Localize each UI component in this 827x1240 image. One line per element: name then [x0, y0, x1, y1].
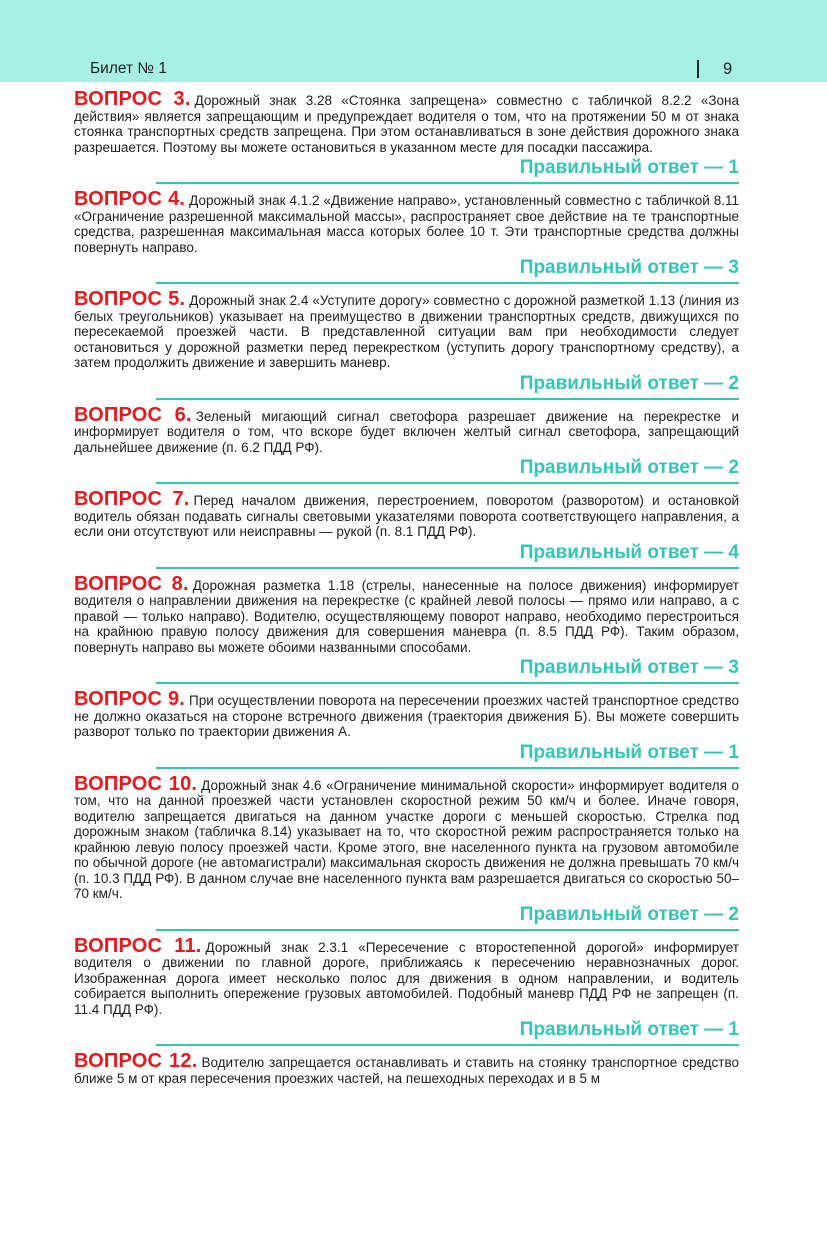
question-block: [74, 1050, 740, 1086]
question-text: Дорожный знак 2.3.1 «Пересечение с второстепенной дорогой» информирует водителя о движении по главной дороге, приближаясь к пересечению неравнозначных дорог. Изображенная дорога имеет несколько полос для движения в одном направлении, и водитель собирается выполнить опережение грузовых автомобилей. Подобный маневр ПДД РФ не запрещен (п. 11.4 ПДД РФ).: [74, 939, 739, 1017]
question-label: ВОПРОС 9.: [74, 688, 186, 710]
correct-answer: Правильный ответ — 2: [519, 372, 739, 394]
ticket-title: Билет № 1: [90, 60, 167, 77]
question-paragraph: [74, 934, 739, 1018]
question-label: ВОПРОС 11.: [74, 934, 202, 957]
question-paragraph: [74, 688, 739, 740]
question-text: При осуществлении поворота на пересечении проезжих частей транспортное средство не должно оказаться на стороне встречного движения (траектория движения Б). Вы можете совершить разворот только по траектории движения А.: [74, 693, 739, 739]
question-block: [74, 488, 739, 569]
questions-column: [74, 88, 740, 1086]
correct-answer: Правильный ответ — 1: [519, 741, 739, 763]
question-paragraph: [74, 488, 739, 540]
answer-underline: [156, 482, 739, 484]
question-block: [74, 88, 739, 184]
correct-answer: Правильный ответ — 1: [519, 1019, 739, 1040]
question-text: Дорожный знак 4.6 «Ограничение минимальной скорости» информирует водителя о том, что на данной проезжей части установлен скоростной режим 50 км/ч и более. Иначе говоря, водителю запрещается двигаться на данном участке дороги с меньшей скоростью. Стрелка под дорожным знаком (табличка 8.14) указывает на то, что скоростной режим распространяется только на крайнюю левую полосу проезжей части. Кроме этого, вне населенного пункта на грузовом автомобиле по обычной дороге (не автомагистрали) максимальная скорость движения не должна превышать 70 км/ч (п. 10.3 ПДД РФ). В данном случае вне населенного пункта вам разрешается двигаться со скоростью 50–70 км/ч.: [74, 777, 739, 901]
correct-answer: Правильный ответ — 1: [519, 157, 739, 178]
question-block: [74, 772, 739, 931]
question-label: ВОПРОС 6.: [74, 403, 192, 426]
question-text: Зеленый мигающий сигнал светофора разрешает движение на перекрестке и информирует водителя о том, что вскоре будет включен желтый сигнал светофора, запрещающий дальнейшее движение (п. 6.2 ПДД РФ).: [74, 408, 739, 455]
answer-underline: [156, 682, 739, 684]
correct-answer: Правильный ответ — 3: [519, 657, 739, 678]
header-divider: [697, 60, 699, 78]
question-paragraph: [74, 1050, 740, 1086]
question-paragraph: [74, 188, 739, 255]
question-paragraph: [74, 288, 739, 371]
answer-underline: [156, 929, 739, 931]
question-text: Дорожный знак 4.1.2 «Движение направо», установленный совместно с табличкой 8.11 «Ограничение разрешенной максимальной массы», распространяет свое действие на те транспортные средства, разрешенная максимальная масса которых более 10 т. Эти транспортные средства должны повернуть направо.: [74, 193, 739, 255]
question-text: Водителю запрещается останавливать и ставить на стоянку транспортное средство ближе 5 м от края пересечения проезжих частей, на пешеходных переходах и в 5 м: [74, 1055, 740, 1086]
question-block: [74, 188, 739, 284]
page-number: 9: [723, 60, 733, 78]
question-label: ВОПРОС 7.: [74, 488, 190, 510]
question-paragraph: [74, 772, 739, 902]
question-label: ВОПРОС 4.: [74, 188, 186, 210]
question-paragraph: [74, 88, 739, 155]
correct-answer: Правильный ответ — 4: [519, 541, 739, 563]
question-label: ВОПРОС 5.: [74, 288, 186, 310]
question-paragraph: [74, 403, 739, 456]
answer-underline: [156, 182, 739, 184]
question-label: ВОПРОС 3.: [74, 88, 191, 110]
correct-answer: Правильный ответ — 2: [519, 903, 739, 925]
answer-underline: [156, 767, 739, 769]
answer-underline: [156, 567, 739, 569]
question-block: [74, 934, 739, 1047]
question-text: Дорожная разметка 1.18 (стрелы, нанесенные на полосе движения) информирует водителя о направлении движения на перекрестке (с крайней левой полосы — прямо или направо, а с правой — только направо). Водителю, осуществляющему поворот направо, необходимо перестроиться на крайнюю правую полосу движения для совершения маневра (п. 8.5 ПДД РФ). Таким образом, повернуть направо вы можете обоими названными способами.: [74, 577, 739, 655]
question-label: ВОПРОС 8.: [74, 572, 189, 595]
question-block: [74, 288, 739, 400]
correct-answer: Правильный ответ — 3: [519, 257, 739, 278]
correct-answer: Правильный ответ — 2: [519, 457, 739, 478]
question-text: Перед началом движения, перестроением, поворотом (разворотом) и остановкой водитель обязан подавать сигналы световыми указателями поворота соответствующего направления, а если они отсутствуют или неисправны — рукой (п. 8.1 ПДД РФ).: [74, 493, 739, 539]
question-text: Дорожный знак 3.28 «Стоянка запрещена» совместно с табличкой 8.2.2 «Зона действия» является запрещающим и предупреждает водителя о том, что на протяжении 50 м от знака стоянка транспортных средств запрещена. При этом останавливаться в зоне действия дорожного знака разрешается. Поэтому вы можете остановиться в указанном месте для посадки пассажира.: [74, 93, 739, 155]
question-label: ВОПРОС 10.: [74, 772, 198, 795]
question-block: [74, 572, 739, 685]
question-text: Дорожный знак 2.4 «Уступите дорогу» совместно с дорожной разметкой 1.13 (линия из белых треугольников) указывает на преимущество в движении транспортных средств, движущихся по пересекаемой проезжей части. В представленной ситуации вам при необходимости следует остановиться у дорожной разметки перед перекрестком (уступить дорогу транспортному средству), а затем продолжить движение и завершить маневр.: [74, 293, 739, 370]
answer-underline: [156, 1044, 739, 1046]
question-label: ВОПРОС 12.: [74, 1050, 198, 1072]
answer-underline: [156, 282, 739, 284]
question-block: [74, 403, 739, 485]
question-paragraph: [74, 572, 739, 656]
answer-underline: [156, 398, 739, 400]
question-block: [74, 688, 739, 769]
